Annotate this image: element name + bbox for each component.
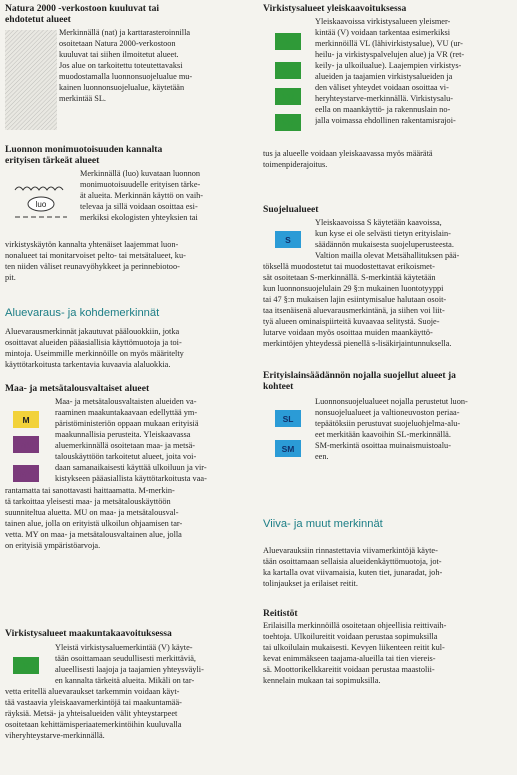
erityis-heading-1: Erityislainsäädännön nojalla suojellut alueet ja [263,370,456,381]
text-line: Yleistä virkistysaluemerkintää (V) käyte- [55,643,193,652]
text-line: töksellä muodostetut tai muodostettavat erikoismet- [263,262,435,271]
badge-m: M [13,411,39,428]
suojelu-text-full [263,261,513,349]
text-line: kainen luonnonsuojelualue, käytetään [59,83,185,93]
text-line: toimenpiderajoitus. [263,160,328,170]
text-line: tolinjaukset ja erilaiset reitit. [263,579,358,589]
text-line: heryhteystarve-merkinnällä. Virkistysalu- [315,94,454,104]
text-line: alueellisesti laajoja ja taajamien yhteysväyli- [55,665,204,675]
badge-mu: MU [13,436,39,453]
aluevaraus-heading: Aluevaraus- ja kohdemerkinnät [5,307,160,319]
text-line: merkintää SL. [59,94,107,104]
text-line: rantamatta tai sanottavasti haittaamatta. M-merkin- [5,486,175,495]
text-line: eet merkitään kaavoihin SL-merkinnällä. [315,430,451,440]
text-line: daan samanaikaisesti käyttää ulkoiluun ja vir- [55,463,207,473]
text-line: virkistyskäytön kannalta yhtenäiset laajemmat luon- [5,240,179,249]
text-line: käyttötarkoitusta tarkentavia kuvaavia alaluokkia. [5,360,171,370]
natura-heading-2: ehdotetut alueet [5,14,71,25]
virk-mk-text-full [5,686,253,741]
text-line: on erityisiä ympäristöarvoja. [5,541,101,551]
text-line: eella on maankäyttö- ja rakennuslain no- [315,105,451,115]
text-line: televaa ja sillä voidaan osoittaa esi- [80,202,198,212]
badge-s: S [275,231,301,248]
text-line: räyksiä. Metsä- ja yhteisalueiden välit yhteystarpeet [5,709,178,719]
text-line: kun kyse ei ole selvästi tietyn erityislain- [315,229,451,239]
text-line: vetta eritellä aluevaraukset tarkemmin voidaan käyt- [5,687,180,696]
text-line: toehtoja. Ulkoilureitit voidaan perustaa sopimuksilla [263,632,438,642]
luo-heading-2: erityisen tärkeät alueet [5,155,100,166]
text-line: viheryhteystarve-merkinnällä. [5,731,105,741]
text-line: tyä alueen ominaispiirteitä kuvaavaa selitystä. Suoje- [263,317,440,327]
text-line: ten niiden väliset reunavyöhykkeet ja perinnebiotoo- [5,262,180,272]
text-line: kuuluvat tai siihen ilmoitetut alueet. [59,50,179,60]
text-line: merkiksi ekologisten yhteyksien tai [80,213,198,223]
viiva-text [263,545,513,589]
text-line: nonalueet tai monitarvoiset pelto- tai metsätalueet, ku- [5,251,186,261]
aluevaraus-text [5,326,253,370]
text-line: kistykseen pääasiallista käyttötarkoitusta vaa- [55,474,207,484]
maa-text-full [5,485,253,551]
text-line: tään osoittamaan seudullisesti merkittäviä, [55,654,197,664]
text-line: jalla voimassa ehdollinen rakentamisrajoi- [315,116,456,126]
suojelu-heading: Suojelualueet [263,204,319,215]
text-line: tä tarkoittaa yleisesti maa- ja metsätalouskäyttöön [5,497,171,507]
text-line: tepäätöksiin perustuvat suojeluohjelma-alu- [315,419,461,429]
text-line: Merkinnällä (luo) kuvataan luonnon [80,169,201,178]
text-line: osoitetaan Natura 2000-verkostoon [59,39,176,49]
text-line: en kannalta tärkeitä alueita. Mikäli on tar- [55,676,195,686]
text-line: SM-merkintä osoittaa muinaismuistoalu- [315,441,451,451]
badge-vu: VU [275,88,301,105]
text-line: een. [315,452,329,462]
badge-my: MY [13,465,39,482]
text-line: merkintöjen yhteydessä pienellä s-lisäkirjaintunnuksella. [263,339,452,349]
luo-text-full [5,239,253,283]
virk-mk-text-short [55,642,253,686]
virk-mk-heading: Virkistysalueet maakuntakaavoituksessa [5,628,172,639]
text-line: suunniteltua aluetta. MU on maa- ja metsätalousval- [5,508,179,518]
text-line: vetta. MY on maa- ja metsätalousvaltainen alue, jolla [5,530,182,540]
text-line: merkinnöillä VL (lähivirkistysalue), VU (ur- [315,39,463,49]
text-line: ät alueita. Merkinnän käyttö on vaih- [80,191,204,201]
text-line: Aluevarausmerkinnät jakautuvat päälouokkiin, jotka [5,327,180,336]
text-line: kevat enimmäkseen taajama-alueilla tai tien viereis- [263,654,436,664]
text-line: aluemerkinnällä osoitetaan maa- ja metsä- [55,441,196,451]
text-line: Aluevarauksiin rinnastettavia viivamerkintöjä käyte- [263,546,438,555]
virk-yk-text-short [315,16,513,126]
viiva-heading: Viiva- ja muut merkinnät [263,518,383,530]
erityis-text [315,396,513,462]
luo-symbol-icon [13,182,69,222]
text-line: osoittavat alueiden pääasiallisia käyttömuotoja ja toi- [5,338,182,348]
badge-vl: VL [275,62,301,79]
luo-icon-label: luo [35,200,47,209]
badge-v: V [275,33,301,50]
text-line: Yleiskaavoissa S käytetään kaavoissa, [315,218,442,227]
text-line: päristöministeriön oppaan mukaan erityisiä [55,419,199,429]
text-line: kennelain mukaan tai sopimuksilla. [263,676,381,686]
text-line: pit. [5,273,16,283]
text-line: heilu- ja virkistyspalvelujen alue) ja VR (ret- [315,50,465,60]
text-line: tai ulkoilulain mukaisesti. Kevyen liikenteen reitit kul- [263,643,445,653]
text-line: maakunnallisia perusteita. Yleiskaavassa [55,430,191,440]
natura-heading-1: Natura 2000 -verkostoon kuuluvat tai [5,3,160,14]
erityis-heading-2: kohteet [263,381,294,392]
badge-sl: SL [275,410,301,427]
text-line: säädännön mukaisesta suojeluperusteesta. [315,240,454,250]
virk-yk-heading: Virkistysalueet yleiskaavoituksessa [263,3,407,14]
suojelu-text-short [315,217,513,261]
text-line: den väliset yhteydet voidaan osoittaa vi- [315,83,449,93]
text-line: tään osoittamaan sellaisia alueidenkäyttömuotoja, jot- [263,557,442,567]
reitisto-heading: Reitistöt [263,608,298,619]
text-line: Maa- ja metsätalousvaltaisten alueiden va- [55,397,197,406]
luo-heading-1: Luonnon monimuotoisuuden kannalta [5,144,163,155]
text-line: Jos alue on tarkoitettu toteutettavaksi [59,61,183,71]
text-line: osoitetaan kehittämisperiaatemerkintöihin kuuluvalla [5,720,182,730]
text-line: tus ja alueelle voidaan yleiskaavassa myös määrätä [263,149,433,158]
text-line: Erilaisilla merkinnöillä osoitetaan ohjeellisia reittivaih- [263,621,447,630]
maa-heading: Maa- ja metsätalousvaltaiset alueet [5,383,150,394]
text-line: Yleiskaavoissa virkistysalueen yleismer- [315,17,451,26]
text-line: Merkinnällä (nat) ja karttarasteroinnilla [59,28,191,37]
text-line: keily- ja ulkoilualue). Laajempien virkistys- [315,61,462,71]
text-line: mintoja. Useimmille merkinnöille on myös määritelty [5,349,184,359]
text-line: nonsuojelualueet ja valtioneuvoston periaa- [315,408,460,418]
text-line: tainen alue, jolla on erityistä ulkoilun ohjaamisen tar- [5,519,183,529]
text-line: Luonnonsuojelualueet nojalla perustetut luon- [315,397,468,406]
text-line: kun luonnonsuojelulain 29 §:n mukainen luontotyyppi [263,284,444,294]
luo-text-short [80,168,253,223]
text-line: monimuotoisuudelle erityisen tärke- [80,180,201,190]
text-line: sät osoitetaan S-merkinnällä. S-merkintää käytetään [263,273,436,283]
text-line: lutarve voidaan myös osoittaa muiden maankäyttö- [263,328,433,338]
text-line: sä. Moottorikelkkareitit voidaan perustaa maastolii- [263,665,435,675]
text-line: Valtion mailla olevat Metsähallituksen pää- [315,251,460,261]
natura-text [59,27,253,104]
natura-hatch-icon [5,30,57,130]
badge-sm: SM [275,440,301,457]
reitisto-text [263,620,513,686]
virk-yk-text-full [263,148,513,170]
maa-text-short [55,396,253,484]
text-line: raaminen maakuntakaavaan edellyttää ym- [55,408,198,418]
text-line: kintää (V) voidaan tarkentaa esimerkiksi [315,28,451,38]
badge-v-mk: V [13,657,39,674]
text-line: taa itsenäisenä aluevarausmerkintänä, ja siihen voi liit- [263,306,445,316]
text-line: tää vastaavia yleiskaavamerkintöjä tai maakuntamää- [5,698,182,708]
text-line: talouskäyttöön tarkoitetut alueet, joita voi- [55,452,197,462]
text-line: alueiden ja taajamien virkistysalueiden ja [315,72,453,82]
text-line: muodostamalla luonnonsuojelualue mu- [59,72,193,82]
text-line: tai 47 §:n mukaisen lajin esiintymisalue halutaan osoit- [263,295,447,305]
badge-vr: VR [275,114,301,131]
text-line: ka kartalla ovat viivamaisia, kuten tiet, junaradat, joh- [263,568,443,578]
